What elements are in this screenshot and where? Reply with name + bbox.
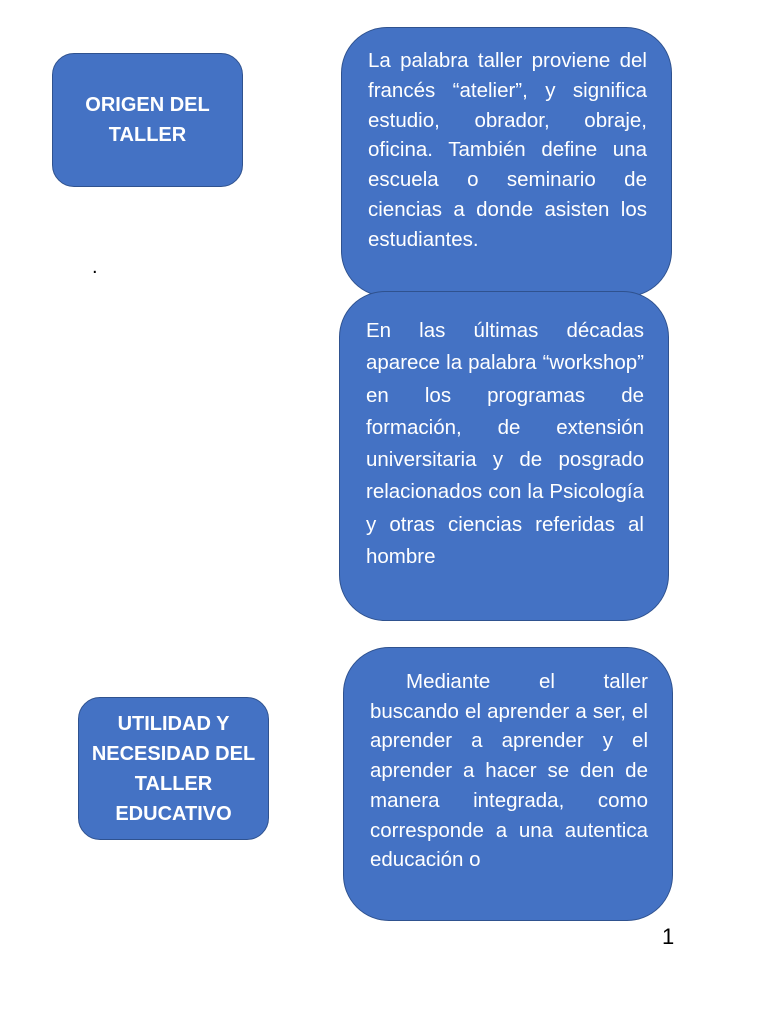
stray-dot: . (92, 256, 98, 278)
workshop-description-box (339, 291, 669, 621)
origin-label-text: ORIGEN DEL TALLER (85, 94, 210, 146)
origin-description-box (341, 27, 672, 297)
origin-label-box (52, 53, 243, 187)
utility-label-box (78, 697, 269, 840)
workshop-description-text: En las últimas décadas aparece la palabra “workshop” en los programas de formación, de extensión universitaria y de posgrado relacionados con la Psicología y otras ciencias referidas al hombre (366, 319, 644, 569)
page-number: 1 (662, 924, 675, 949)
utility-description-box (343, 647, 673, 921)
utility-description-text: Mediante el taller buscando el aprender a ser, el aprender a aprender y el aprender a hacer se den de manera integrada, como corresponde a una autentica educación o (370, 670, 648, 872)
origin-description-text: La palabra taller proviene del francés “atelier”, y significa estudio, obrador, obraje, oficina. También define una escuela o seminario de ciencias a donde asisten los estudiantes. (368, 49, 647, 251)
utility-label-text: UTILIDAD Y NECESIDAD DEL TALLER EDUCATIVO (91, 712, 256, 825)
